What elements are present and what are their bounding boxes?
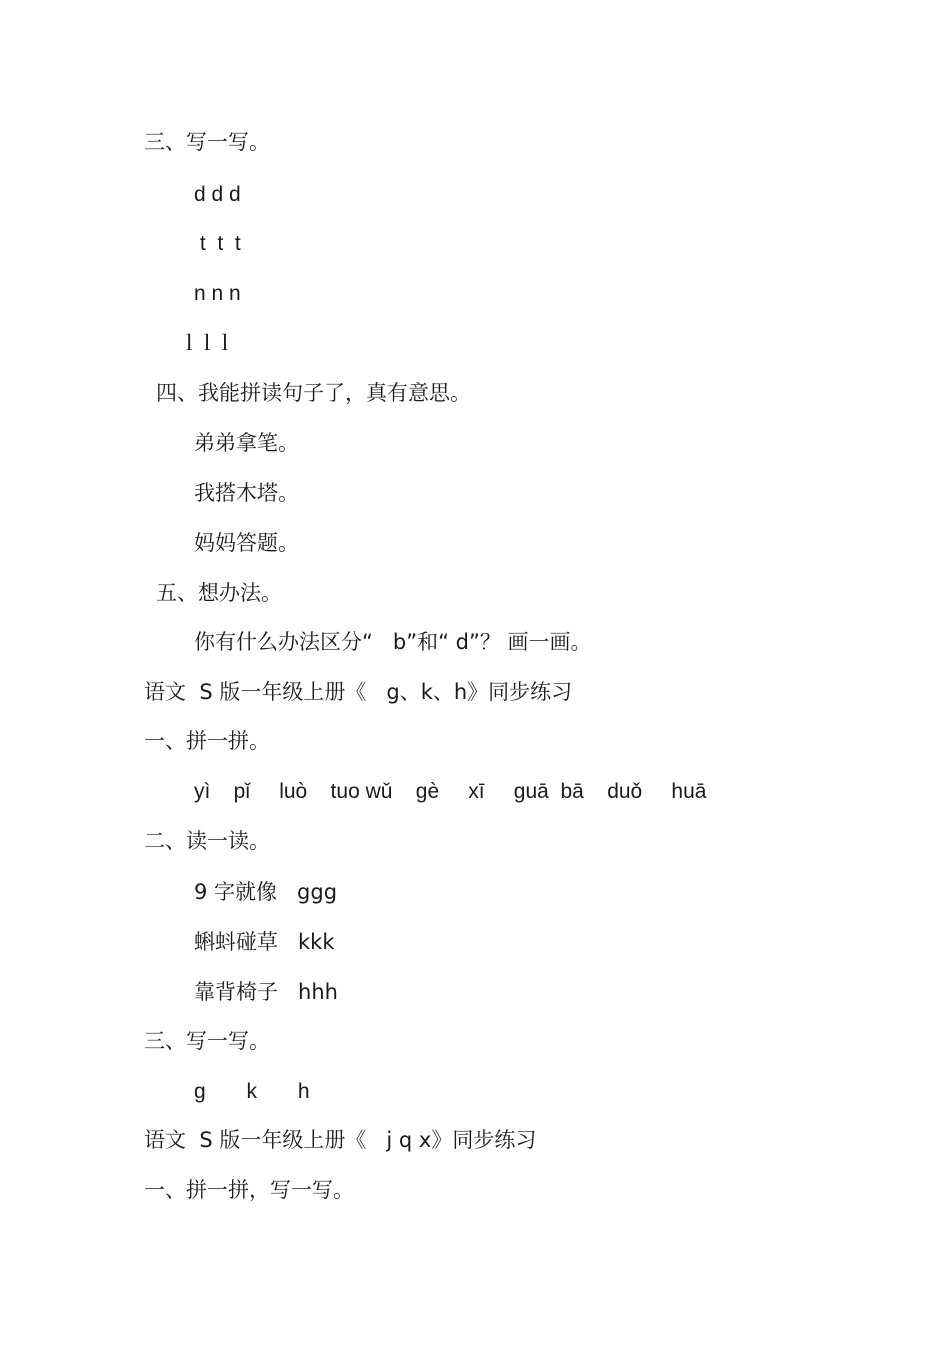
section-heading-read-sentences: 四、我能拼读句子了，真有意思。 (156, 381, 471, 405)
practice-letters-l: l l l (186, 330, 229, 355)
sentence-1: 弟弟拿笔。 (194, 431, 299, 455)
rhyme-k: 蝌蚪碰草 kkk (194, 930, 335, 954)
practice-letters-t: t t t (194, 232, 241, 255)
practice-letters-n: n n n (194, 282, 241, 305)
section-heading-spell-write: 一、拼一拼，写一写。 (144, 1178, 354, 1202)
lesson-title-gkh: 语文 S 版一年级上册《 g、k、h》同步练习 (144, 680, 573, 704)
sentence-3: 妈妈答题。 (194, 531, 299, 555)
section-heading-write-2: 三、写一写。 (144, 1029, 270, 1053)
sentence-2: 我搭木塔。 (194, 481, 299, 505)
section-heading-write: 三、写一写。 (144, 130, 270, 154)
section-heading-spell: 一、拼一拼。 (144, 729, 270, 753)
lesson-title-jqx: 语文 S 版一年级上册《 j q x》同步练习 (144, 1128, 537, 1152)
pinyin-row: yì pǐ luò tuo wǔ gè xī guā bā duǒ huā (194, 780, 707, 803)
rhyme-g: 9 字就像 ggg (194, 880, 338, 904)
section-heading-read: 二、读一读。 (144, 829, 270, 853)
section-heading-think: 五、想办法。 (156, 581, 282, 605)
practice-letters-gkh: g k h (194, 1080, 310, 1103)
question-b-d: 你有什么办法区分“ b”和“ d”？ 画一画。 (194, 630, 592, 654)
rhyme-h: 靠背椅子 hhh (194, 980, 338, 1004)
practice-letters-d: d d d (194, 183, 241, 206)
